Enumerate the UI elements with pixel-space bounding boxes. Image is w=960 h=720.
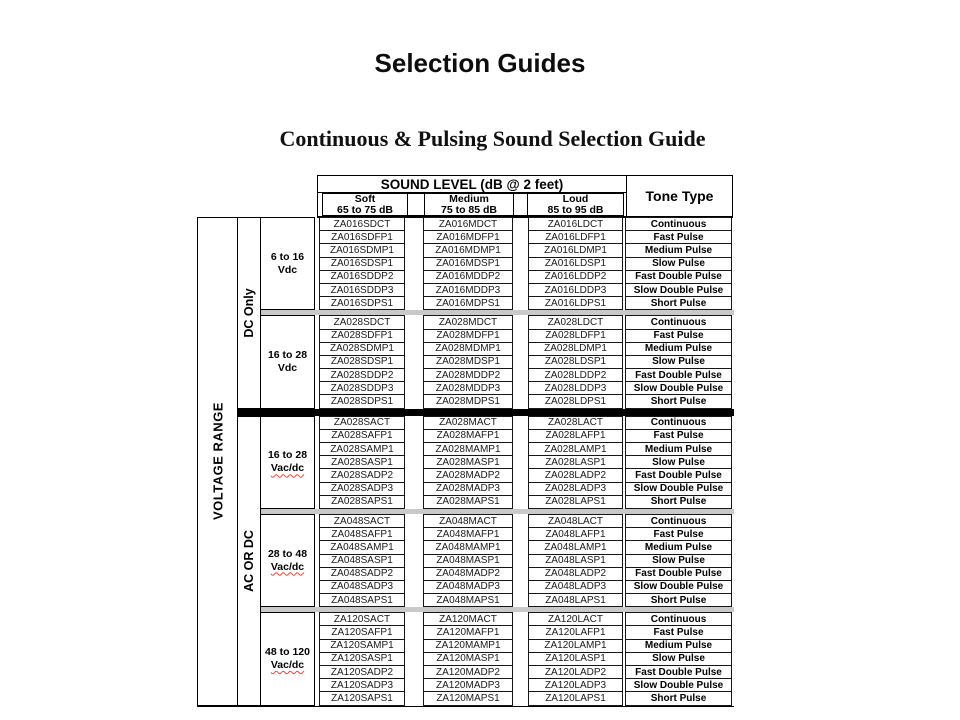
- part-number-cell-loud: ZA028LACT: [528, 416, 623, 430]
- voltage-unit-line: Vac/dc: [270, 462, 305, 475]
- part-number-cell-loud: ZA028LAFP1: [528, 429, 623, 443]
- part-number-cell-medium: ZA120MAFP1: [423, 625, 513, 639]
- level-range: 85 to 95 dB: [547, 203, 604, 216]
- block-rows: [315, 217, 734, 310]
- part-number-cell-medium: ZA048MACT: [423, 514, 513, 528]
- guide-title: Continuous & Pulsing Sound Selection Guide: [279, 126, 706, 151]
- part-number-cell-soft: ZA016SDSP1: [319, 257, 405, 271]
- tone-type-cell: Medium Pulse: [625, 639, 732, 653]
- voltage-value-line: 16 to 28: [267, 449, 308, 462]
- sound-level-header-group: [317, 175, 627, 218]
- block-rows: [315, 416, 734, 509]
- part-number-cell-medium: ZA120MASP1: [423, 652, 513, 666]
- part-number-cell-medium: ZA048MAMP1: [423, 540, 513, 554]
- part-number-cell-medium: ZA028MAFP1: [423, 429, 513, 443]
- selection-guide-table: [197, 175, 734, 707]
- tone-type-cell: Continuous: [625, 612, 732, 626]
- tone-type-cell: Short Pulse: [625, 296, 732, 310]
- tone-type-cell: Fast Double Pulse: [625, 368, 732, 382]
- voltage-block: [261, 315, 734, 408]
- voltage-group-cell: [237, 416, 261, 706]
- part-number-cell-medium: ZA120MAPS1: [423, 691, 513, 705]
- part-number-cell-medium: ZA016MDCT: [423, 217, 513, 231]
- table-row: [315, 514, 734, 528]
- table-row: [315, 554, 734, 568]
- sound-level-title: SOUND LEVEL (dB @ 2 feet): [318, 175, 627, 193]
- voltage-unit-line: Vac/dc: [270, 560, 305, 573]
- voltage-unit-line: Vdc: [277, 361, 298, 374]
- table-row: [315, 593, 734, 607]
- part-number-cell-soft: ZA028SAPS1: [319, 495, 405, 509]
- tone-type-cell: Slow Double Pulse: [625, 678, 732, 692]
- tone-type-cell: Slow Double Pulse: [625, 580, 732, 594]
- level-name: Medium: [449, 192, 489, 205]
- part-number-cell-soft: ZA048SADP2: [319, 567, 405, 581]
- table-row: [315, 482, 734, 496]
- tone-type-cell: Short Pulse: [625, 691, 732, 705]
- part-number-cell-loud: ZA048LACT: [528, 514, 623, 528]
- tone-type-cell: Medium Pulse: [625, 540, 732, 554]
- part-number-cell-soft: ZA016SDFP1: [319, 230, 405, 244]
- table-row: [315, 468, 734, 482]
- part-number-cell-loud: ZA120LASP1: [528, 652, 623, 666]
- voltage-range-label: VOLTAGE RANGE: [210, 402, 225, 521]
- part-number-cell-soft: ZA028SACT: [319, 416, 405, 430]
- tone-type-cell: Fast Pulse: [625, 429, 732, 443]
- part-number-cell-soft: ZA048SACT: [319, 514, 405, 528]
- part-number-cell-soft: ZA048SAFP1: [319, 527, 405, 541]
- part-number-cell-soft: ZA120SAFP1: [319, 625, 405, 639]
- table-row: [315, 639, 734, 653]
- part-number-cell-loud: ZA028LDSP1: [528, 355, 623, 369]
- table-header: [197, 175, 734, 218]
- table-row: [315, 296, 734, 310]
- table-row: [315, 257, 734, 271]
- tone-type-cell: Slow Double Pulse: [625, 381, 732, 395]
- voltage-block: [261, 217, 734, 310]
- block-rows: [315, 315, 734, 408]
- tone-type-cell: Medium Pulse: [625, 243, 732, 257]
- part-number-cell-medium: ZA048MAPS1: [423, 593, 513, 607]
- tone-type-header: Tone Type: [626, 175, 733, 218]
- part-number-cell-loud: ZA048LAMP1: [528, 540, 623, 554]
- level-column-header: [424, 193, 514, 216]
- tone-type-cell: Slow Pulse: [625, 652, 732, 666]
- part-number-cell-medium: ZA048MADP2: [423, 567, 513, 581]
- header-spacer: [513, 193, 528, 216]
- voltage-cell: [260, 416, 315, 509]
- part-number-cell-loud: ZA120LAPS1: [528, 691, 623, 705]
- part-number-cell-soft: ZA016SDCT: [319, 217, 405, 231]
- tone-type-cell: Short Pulse: [625, 394, 732, 408]
- tone-type-cell: Continuous: [625, 315, 732, 329]
- tone-type-cell: Continuous: [625, 217, 732, 231]
- table-row: [315, 652, 734, 666]
- part-number-cell-soft: ZA028SASP1: [319, 455, 405, 469]
- tone-type-cell: Fast Double Pulse: [625, 468, 732, 482]
- part-number-cell-soft: ZA016SDMP1: [319, 243, 405, 257]
- part-number-cell-loud: ZA016LDDP3: [528, 283, 623, 297]
- voltage-block: [261, 514, 734, 607]
- part-number-cell-loud: ZA120LACT: [528, 612, 623, 626]
- voltage-block: [261, 612, 734, 705]
- voltage-cell: [260, 315, 315, 408]
- part-number-cell-soft: ZA028SAMP1: [319, 442, 405, 456]
- part-number-cell-medium: ZA028MDCT: [423, 315, 513, 329]
- page-title: Selection Guides: [374, 48, 586, 78]
- header-spacer: [407, 193, 425, 216]
- table-row: [315, 368, 734, 382]
- voltage-cell: [260, 514, 315, 607]
- part-number-cell-loud: ZA048LADP2: [528, 567, 623, 581]
- part-number-cell-soft: ZA028SDFP1: [319, 329, 405, 343]
- tone-type-cell: Fast Pulse: [625, 230, 732, 244]
- voltage-group-cell: [237, 217, 261, 409]
- table-row: [315, 230, 734, 244]
- table-row: [315, 355, 734, 369]
- section-blocks: [261, 217, 734, 409]
- part-number-cell-loud: ZA048LASP1: [528, 554, 623, 568]
- part-number-cell-medium: ZA028MADP3: [423, 482, 513, 496]
- table-row: [315, 381, 734, 395]
- part-number-cell-loud: ZA028LDFP1: [528, 329, 623, 343]
- sound-level-columns: [318, 193, 627, 218]
- part-number-cell-medium: ZA048MASP1: [423, 554, 513, 568]
- part-number-cell-medium: ZA028MDPS1: [423, 394, 513, 408]
- part-number-cell-soft: ZA028SDCT: [319, 315, 405, 329]
- voltage-unit-line: Vac/dc: [270, 658, 305, 671]
- part-number-cell-soft: ZA028SADP3: [319, 482, 405, 496]
- part-number-cell-medium: ZA120MAMP1: [423, 639, 513, 653]
- part-number-cell-medium: ZA028MAMP1: [423, 442, 513, 456]
- voltage-range-axis: [197, 217, 238, 706]
- part-number-cell-soft: ZA028SDDP3: [319, 381, 405, 395]
- voltage-group-label: AC OR DC: [242, 529, 256, 592]
- part-number-cell-soft: ZA016SDDP2: [319, 270, 405, 284]
- tone-type-cell: Slow Pulse: [625, 355, 732, 369]
- part-number-cell-medium: ZA048MAFP1: [423, 527, 513, 541]
- part-number-cell-soft: ZA048SAMP1: [319, 540, 405, 554]
- table-row: [315, 270, 734, 284]
- tone-type-cell: Fast Double Pulse: [625, 665, 732, 679]
- part-number-cell-loud: ZA048LAPS1: [528, 593, 623, 607]
- part-number-cell-loud: ZA028LADP2: [528, 468, 623, 482]
- table-row: [315, 612, 734, 626]
- part-number-cell-loud: ZA016LDPS1: [528, 296, 623, 310]
- part-number-cell-medium: ZA120MACT: [423, 612, 513, 626]
- part-number-cell-soft: ZA028SDMP1: [319, 342, 405, 356]
- part-number-cell-loud: ZA028LDMP1: [528, 342, 623, 356]
- part-number-cell-loud: ZA028LAMP1: [528, 442, 623, 456]
- tone-type-cell: Fast Pulse: [625, 625, 732, 639]
- part-number-cell-soft: ZA028SDSP1: [319, 355, 405, 369]
- table-row: [315, 342, 734, 356]
- table-row: [315, 217, 734, 231]
- tone-type-cell: Short Pulse: [625, 495, 732, 509]
- part-number-cell-medium: ZA028MDDP3: [423, 381, 513, 395]
- part-number-cell-loud: ZA120LAFP1: [528, 625, 623, 639]
- part-number-cell-medium: ZA028MAPS1: [423, 495, 513, 509]
- part-number-cell-loud: ZA120LADP2: [528, 665, 623, 679]
- part-number-cell-medium: ZA028MADP2: [423, 468, 513, 482]
- level-column-header: [322, 193, 408, 216]
- table-body: [197, 217, 734, 707]
- part-number-cell-soft: ZA016SDPS1: [319, 296, 405, 310]
- part-number-cell-loud: ZA048LAFP1: [528, 527, 623, 541]
- table-row: [315, 540, 734, 554]
- part-number-cell-medium: ZA016MDSP1: [423, 257, 513, 271]
- tone-type-cell: Slow Pulse: [625, 455, 732, 469]
- part-number-cell-medium: ZA028MDSP1: [423, 355, 513, 369]
- level-range: 75 to 85 dB: [440, 203, 498, 216]
- tone-type-cell: Medium Pulse: [625, 442, 732, 456]
- table-row: [315, 283, 734, 297]
- part-number-cell-medium: ZA028MDMP1: [423, 342, 513, 356]
- voltage-group-label: DC Only: [242, 288, 256, 338]
- table-row: [315, 625, 734, 639]
- tone-type-cell: Slow Double Pulse: [625, 283, 732, 297]
- table-row: [315, 442, 734, 456]
- level-range: 65 to 75 dB: [336, 203, 394, 216]
- part-number-cell-medium: ZA120MADP3: [423, 678, 513, 692]
- table-row: [315, 665, 734, 679]
- table-main: [238, 217, 734, 706]
- part-number-cell-soft: ZA048SASP1: [319, 554, 405, 568]
- part-number-cell-soft: ZA028SDPS1: [319, 394, 405, 408]
- part-number-cell-medium: ZA028MACT: [423, 416, 513, 430]
- part-number-cell-loud: ZA028LDDP2: [528, 368, 623, 382]
- part-number-cell-soft: ZA016SDDP3: [319, 283, 405, 297]
- section-blocks: [261, 416, 734, 706]
- tone-type-cell: Slow Pulse: [625, 257, 732, 271]
- part-number-cell-loud: ZA028LDPS1: [528, 394, 623, 408]
- tone-type-cell: Continuous: [625, 514, 732, 528]
- block-rows: [315, 612, 734, 705]
- part-number-cell-loud: ZA028LAPS1: [528, 495, 623, 509]
- part-number-cell-medium: ZA016MDPS1: [423, 296, 513, 310]
- part-number-cell-soft: ZA048SADP3: [319, 580, 405, 594]
- tone-type-cell: Fast Pulse: [625, 527, 732, 541]
- level-name: Loud: [562, 192, 589, 205]
- voltage-value-line: 48 to 120: [265, 645, 310, 658]
- voltage-value-line: 16 to 28: [267, 348, 308, 361]
- table-row: [315, 394, 734, 408]
- voltage-cell: [260, 612, 315, 705]
- part-number-cell-soft: ZA120SASP1: [319, 652, 405, 666]
- part-number-cell-loud: ZA016LDMP1: [528, 243, 623, 257]
- voltage-value-line: 28 to 48: [267, 547, 308, 560]
- part-number-cell-soft: ZA048SAPS1: [319, 593, 405, 607]
- tone-type-cell: Medium Pulse: [625, 342, 732, 356]
- part-number-cell-loud: ZA048LADP3: [528, 580, 623, 594]
- dc-ac-section-separator: [238, 409, 734, 416]
- tone-type-cell: Fast Double Pulse: [625, 567, 732, 581]
- table-row: [315, 691, 734, 705]
- block-rows: [315, 514, 734, 607]
- part-number-cell-medium: ZA016MDDP2: [423, 270, 513, 284]
- voltage-value-line: 6 to 16: [270, 250, 305, 263]
- part-number-cell-medium: ZA028MDFP1: [423, 329, 513, 343]
- tone-type-cell: Fast Pulse: [625, 329, 732, 343]
- part-number-cell-medium: ZA016MDFP1: [423, 230, 513, 244]
- table-row: [315, 315, 734, 329]
- table-row: [315, 527, 734, 541]
- part-number-cell-medium: ZA016MDDP3: [423, 283, 513, 297]
- part-number-cell-soft: ZA120SAMP1: [319, 639, 405, 653]
- table-row: [315, 567, 734, 581]
- part-number-cell-loud: ZA120LAMP1: [528, 639, 623, 653]
- tone-type-cell: Short Pulse: [625, 593, 732, 607]
- part-number-cell-soft: ZA120SACT: [319, 612, 405, 626]
- part-number-cell-soft: ZA120SADP2: [319, 665, 405, 679]
- part-number-cell-medium: ZA048MADP3: [423, 580, 513, 594]
- part-number-cell-loud: ZA120LADP3: [528, 678, 623, 692]
- table-row: [315, 580, 734, 594]
- tone-type-cell: Slow Double Pulse: [625, 482, 732, 496]
- table-row: [315, 416, 734, 430]
- table-row: [315, 678, 734, 692]
- part-number-cell-medium: ZA016MDMP1: [423, 243, 513, 257]
- part-number-cell-soft: ZA120SADP3: [319, 678, 405, 692]
- part-number-cell-loud: ZA016LDFP1: [528, 230, 623, 244]
- part-number-cell-soft: ZA028SAFP1: [319, 429, 405, 443]
- part-number-cell-loud: ZA016LDDP2: [528, 270, 623, 284]
- part-number-cell-medium: ZA028MDDP2: [423, 368, 513, 382]
- table-row: [315, 455, 734, 469]
- voltage-cell: [260, 217, 315, 310]
- voltage-unit-line: Vdc: [277, 263, 298, 276]
- table-row: [315, 495, 734, 509]
- part-number-cell-medium: ZA120MADP2: [423, 665, 513, 679]
- table-row: [315, 329, 734, 343]
- part-number-cell-loud: ZA016LDSP1: [528, 257, 623, 271]
- part-number-cell-loud: ZA028LDDP3: [528, 381, 623, 395]
- level-name: Soft: [354, 192, 376, 205]
- part-number-cell-loud: ZA028LDCT: [528, 315, 623, 329]
- header-left-gap: [197, 175, 317, 218]
- tone-type-cell: Continuous: [625, 416, 732, 430]
- part-number-cell-loud: ZA028LADP3: [528, 482, 623, 496]
- voltage-section: [238, 217, 734, 409]
- part-number-cell-soft: ZA028SADP2: [319, 468, 405, 482]
- part-number-cell-loud: ZA016LDCT: [528, 217, 623, 231]
- tone-type-cell: Slow Pulse: [625, 554, 732, 568]
- table-row: [315, 243, 734, 257]
- part-number-cell-medium: ZA028MASP1: [423, 455, 513, 469]
- table-row: [315, 429, 734, 443]
- part-number-cell-soft: ZA120SAPS1: [319, 691, 405, 705]
- voltage-block: [261, 416, 734, 509]
- tone-type-cell: Fast Double Pulse: [625, 270, 732, 284]
- part-number-cell-loud: ZA028LASP1: [528, 455, 623, 469]
- voltage-section: [238, 416, 734, 706]
- part-number-cell-soft: ZA028SDDP2: [319, 368, 405, 382]
- level-column-header: [527, 193, 624, 216]
